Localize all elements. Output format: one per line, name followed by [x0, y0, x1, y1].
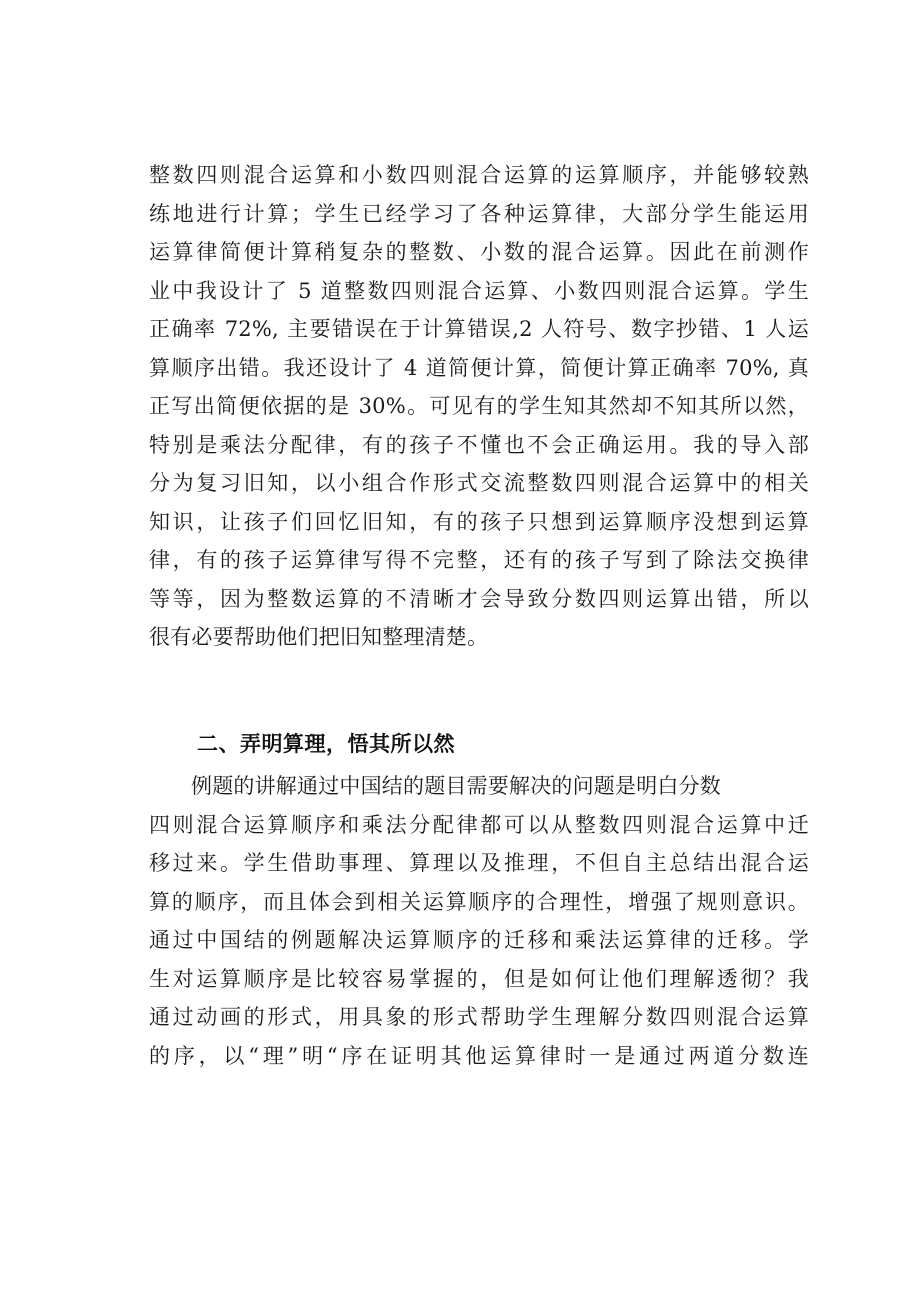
- paragraph-1-line: 整数四则混合运算和小数四则混合运算的运算顺序，并能够较熟: [149, 163, 809, 187]
- paragraph-2-first-line: 例题的讲解通过中国结的题目需要解决的问题是明白分数: [191, 774, 721, 798]
- paragraph-2-line: 通过中国结的例题解决运算顺序的迁移和乘法运算律的迁移。学: [149, 928, 809, 952]
- paragraph-1-line: 等等，因为整数运算的不清晰才会导致分数四则运算出错，所以: [149, 586, 809, 611]
- paragraph-2: [149, 767, 809, 1075]
- paragraph-1-line: 特别是乘法分配律，有的孩子不懂也不会正确运用。我的导入部: [149, 432, 809, 457]
- paragraph-1-line: 算顺序出错。我还设计了 4 道简便计算，简便计算正确率 70%, 真: [149, 355, 809, 380]
- section-heading: 二、弄明算理，悟其所以然: [197, 732, 455, 756]
- paragraph-1-line: 知识，让孩子们回忆旧知，有的孩子只想到运算顺序没想到运算: [149, 509, 809, 534]
- paragraph-2-line: 四则混合运算顺序和乘法分配律都可以从整数四则混合运算中迁: [149, 812, 809, 837]
- paragraph-2-line: 生对运算顺序是比较容易掌握的，但是如何让他们理解透彻？我: [149, 966, 809, 991]
- paragraph-1-line: 正写出简便依据的是 30%。可见有的学生知其然却不知其所以然，: [149, 394, 809, 418]
- paragraph-1-line: 分为复习旧知，以小组合作形式交流整数四则混合运算中的相关: [149, 471, 809, 495]
- paragraph-2-line: 的序，以“理”明“序在证明其他运算律时一是通过两道分数连: [149, 1043, 809, 1068]
- paragraph-1-line: 律，有的孩子运算律写得不完整，还有的孩子写到了除法交换律: [149, 548, 809, 572]
- paragraph-2-line: 通过动画的形式，用具象的形式帮助学生理解分数四则混合运算: [149, 1005, 809, 1029]
- paragraph-1-line: 正确率 72%, 主要错误在于计算错误,2 人符号、数字抄错、1 人运: [149, 317, 809, 341]
- paragraph-1-line: 很有必要帮助他们把旧知整理清楚。: [149, 625, 489, 649]
- paragraph-1: [149, 156, 809, 657]
- paragraph-2-line: 移过来。学生借助事理、算理以及推理，不但自主总结出混合运: [149, 851, 809, 875]
- paragraph-1-line: 练地进行计算；学生已经学习了各种运算律，大部分学生能运用: [149, 201, 809, 226]
- paragraph-1-line: 运算律简便计算稍复杂的整数、小数的混合运算。因此在前测作: [149, 240, 809, 264]
- paragraph-1-line: 业中我设计了 5 道整数四则混合运算、小数四则混合运算。学生: [149, 278, 809, 303]
- paragraph-2-line: 算的顺序，而且体会到相关运算顺序的合理性，增强了规则意识。: [149, 889, 809, 914]
